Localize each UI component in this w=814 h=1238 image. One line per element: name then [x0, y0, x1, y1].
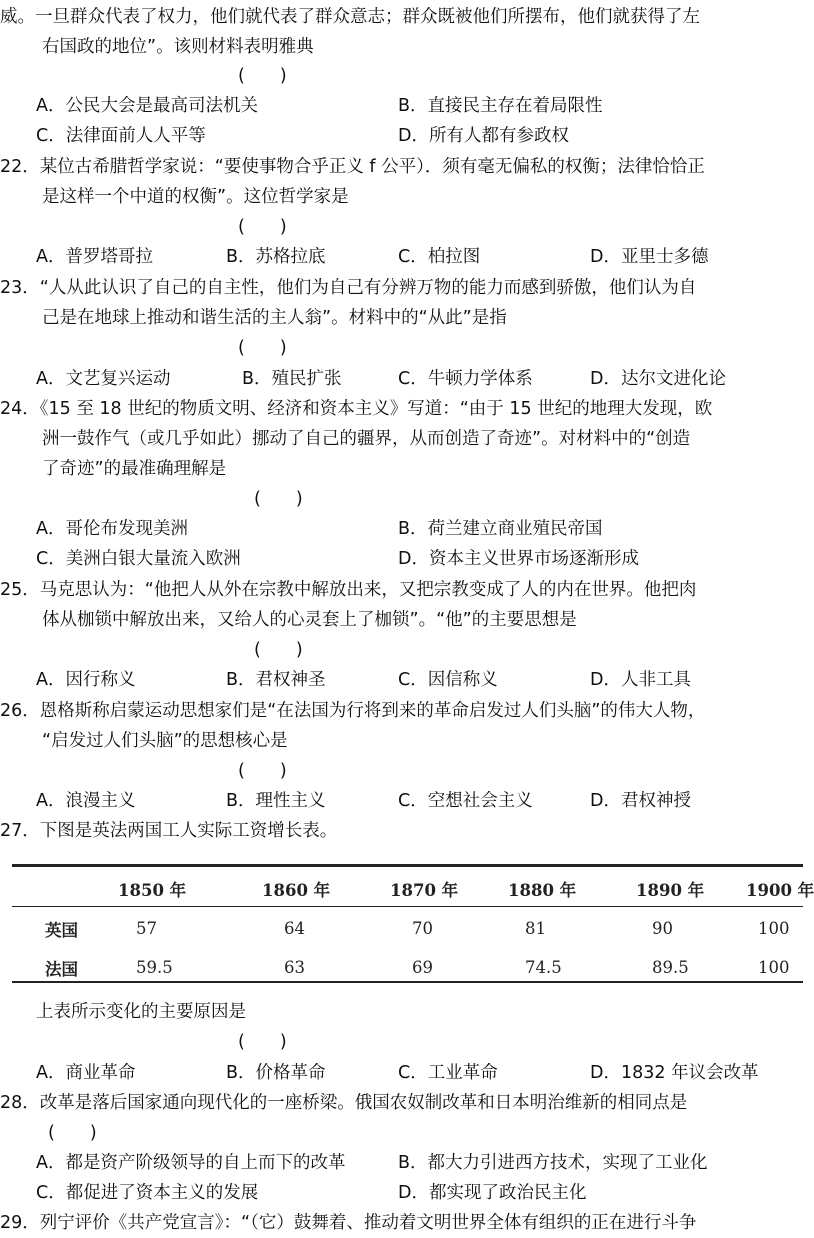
- q28-stem-line1: 28．改革是落后国家通向现代化的一座桥梁。俄国农奴制改革和日本明治维新的相同点是: [0, 1093, 688, 1113]
- q23-option-d: D．达尔文进化论: [590, 369, 726, 389]
- q24-options-row2: [0, 544, 803, 574]
- table-year-1890: 1890 年: [636, 881, 705, 900]
- q28-options-row2: [0, 1178, 803, 1208]
- q23-stem-line2: 己是在地球上推动和谐生活的主人翁”。材料中的“从此”是指: [42, 308, 507, 328]
- table-cell: 64: [284, 919, 305, 938]
- q27-stem-line1: 27．下图是英法两国工人实际工资增长表。: [0, 821, 338, 841]
- q26-answer-paren: ( ): [238, 761, 287, 781]
- table-bottom-rule: [12, 981, 803, 983]
- q25-option-a: A．因行称义: [36, 670, 136, 690]
- q28-option-c: C．都促进了资本主义的发展: [36, 1183, 259, 1203]
- q28-option-d: D．都实现了政治民主化: [398, 1183, 587, 1203]
- q27-option-c: C．工业革命: [398, 1063, 498, 1083]
- q26-paren-row: [0, 756, 803, 786]
- q28-option-a: A．都是资产阶级领导的自上而下的改革: [36, 1153, 346, 1173]
- q24-option-b: B．荷兰建立商业殖民帝国: [398, 519, 603, 539]
- q22-option-d: D．亚里士多德: [590, 247, 709, 267]
- table-cell: 74.5: [525, 958, 562, 977]
- q21-option-d: D．所有人都有参政权: [398, 126, 569, 146]
- q24-option-a: A．哥伦布发现美洲: [36, 519, 188, 539]
- table-row-label-britain: 英国: [45, 921, 78, 940]
- q25-stem-line2: 体从枷锁中解放出来，又给人的心灵套上了枷锁”。“他”的主要思想是: [42, 610, 577, 630]
- q22-options-row: [0, 242, 803, 272]
- q27-options-row: [0, 1058, 803, 1088]
- table-cell: 90: [652, 919, 673, 938]
- table-year-1850: 1850 年: [118, 881, 187, 900]
- table-cell: 89.5: [652, 958, 689, 977]
- table-year-1860: 1860 年: [262, 881, 331, 900]
- q27-paren-row: [0, 1027, 803, 1057]
- q28-option-b: B．都大力引进西方技术，实现了工业化: [398, 1153, 708, 1173]
- table-head-rule: [12, 906, 803, 907]
- q27-stem-line2: 上表所示变化的主要原因是: [36, 1002, 246, 1022]
- wage-table: [0, 862, 814, 984]
- table-year-1880: 1880 年: [508, 881, 577, 900]
- q23-options-row: [0, 364, 803, 394]
- table-cell: 57: [136, 919, 157, 938]
- q23-paren-row: [0, 333, 803, 363]
- q25-options-row: [0, 665, 803, 695]
- q22-option-c: C．柏拉图: [398, 247, 481, 267]
- table-cell: 70: [412, 919, 433, 938]
- table-cell: 59.5: [136, 958, 173, 977]
- q27-option-a: A．商业革命: [36, 1063, 136, 1083]
- q21-option-b: B．直接民主存在着局限性: [398, 96, 603, 116]
- q28-paren-row: [0, 1118, 803, 1148]
- table-cell: 69: [412, 958, 433, 977]
- q27-option-b: B．价格革命: [226, 1063, 326, 1083]
- q21-answer-paren: ( ): [238, 66, 287, 86]
- q26-option-d: D．君权神授: [590, 791, 691, 811]
- q25-paren-row: [0, 635, 803, 665]
- q23-answer-paren: ( ): [238, 338, 287, 358]
- q25-option-b: B．君权神圣: [226, 670, 326, 690]
- q21-options-row1: [0, 91, 803, 121]
- q25-option-d: D．人非工具: [590, 670, 691, 690]
- q26-stem-line2: “启发过人们头脑”的思想核心是: [42, 731, 288, 751]
- q27-option-d: D．1832 年议会改革: [590, 1063, 759, 1083]
- q26-options-row: [0, 786, 803, 816]
- q23-option-c: C．牛顿力学体系: [398, 369, 533, 389]
- q25-stem-line1: 25．马克思认为：“他把人从外在宗教中解放出来，又把宗教变成了人的内在世界。他把肉: [0, 580, 697, 600]
- table-cell: 63: [284, 958, 305, 977]
- table-top-rule: [12, 864, 803, 867]
- table-year-1870: 1870 年: [390, 881, 459, 900]
- q26-stem-line1: 26．恩格斯称启蒙运动思想家们是“在法国为行将到来的革命启发过人们头脑”的伟大人物，: [0, 701, 706, 721]
- q27-answer-paren: ( ): [238, 1032, 287, 1052]
- table-row-label-france: 法国: [45, 960, 78, 979]
- q26-option-a: A．浪漫主义: [36, 791, 136, 811]
- q24-answer-paren: ( ): [254, 489, 303, 509]
- q24-paren-row: [0, 484, 803, 514]
- q21-stem-line1: 威。一旦群众代表了权力，他们就代表了群众意志；群众既被他们所摆布，他们就获得了左: [0, 7, 700, 27]
- q22-stem-line1: 22．某位古希腊哲学家说：“要使事物合乎正义 f 公平）．须有毫无偏私的权衡；法律恰恰正: [0, 157, 705, 177]
- q22-option-a: A．普罗塔哥拉: [36, 247, 153, 267]
- q22-paren-row: [0, 212, 803, 242]
- q24-option-c: C．美洲白银大量流入欧洲: [36, 549, 241, 569]
- q23-option-b: B．殖民扩张: [242, 369, 342, 389]
- table-cell: 100: [758, 958, 790, 977]
- q25-answer-paren: ( ): [254, 640, 303, 660]
- q26-option-b: B．理性主义: [226, 791, 326, 811]
- q21-stem-line2: 右国政的地位”。该则材料表明雅典: [42, 37, 314, 57]
- q21-option-a: A．公民大会是最高司法机关: [36, 96, 258, 116]
- q24-stem-line2: 洲一鼓作气（或几乎如此）挪动了自己的疆界，从而创造了奇迹”。对材料中的“创造: [42, 429, 691, 449]
- q22-option-b: B．苏格拉底: [226, 247, 326, 267]
- q24-options-row1: [0, 514, 803, 544]
- q25-option-c: C．因信称义: [398, 670, 498, 690]
- q21-options-row2: [0, 121, 803, 151]
- q24-stem-line3: 了奇迹”的最准确理解是: [42, 459, 227, 479]
- q22-stem-line2: 是这样一个中道的权衡”。这位哲学家是: [42, 187, 349, 207]
- q24-option-d: D．资本主义世界市场逐渐形成: [398, 549, 639, 569]
- q26-option-c: C．空想社会主义: [398, 791, 533, 811]
- q28-options-row1: [0, 1148, 803, 1178]
- q29-stem-line1: 29．列宁评价《共产党宣言》：“（它）鼓舞着、推动着文明世界全体有组织的正在进行斗争: [0, 1213, 697, 1233]
- q21-paren-row: [0, 61, 803, 91]
- q23-option-a: A．文艺复兴运动: [36, 369, 171, 389]
- q21-option-c: C．法律面前人人平等: [36, 126, 206, 146]
- q23-stem-line1: 23．“人从此认识了自己的自主性，他们为自己有分辨万物的能力而感到骄傲，他们认为自: [0, 278, 697, 298]
- q22-answer-paren: ( ): [238, 217, 287, 237]
- q28-answer-paren: ( ): [48, 1123, 97, 1143]
- table-cell: 81: [525, 919, 546, 938]
- table-year-1900: 1900 年: [746, 881, 814, 900]
- table-cell: 100: [758, 919, 790, 938]
- q24-stem-line1: 24．《15 至 18 世纪的物质文明、经济和资本主义》写道：“由于 15 世纪的地理大发现，欧: [0, 399, 713, 419]
